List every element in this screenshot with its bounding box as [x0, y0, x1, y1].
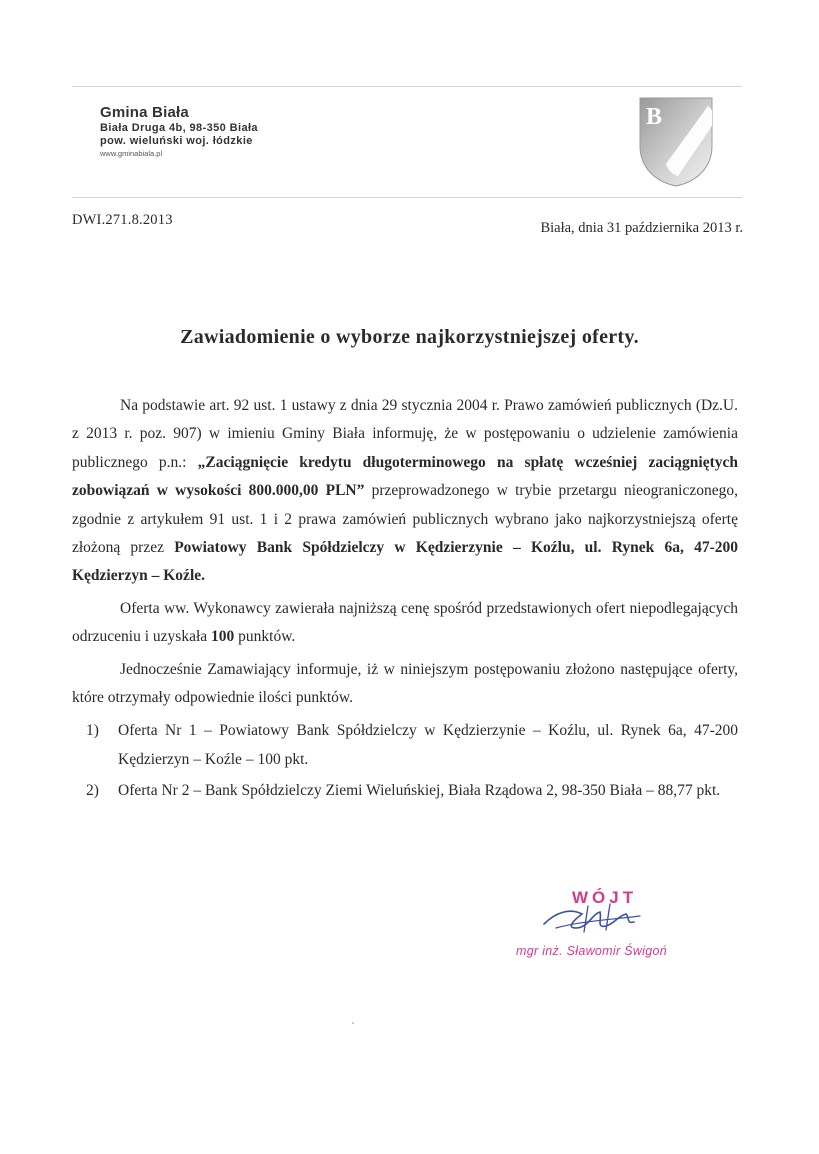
points-value: 100 — [211, 628, 235, 646]
paragraph-text: punktów. — [234, 628, 296, 646]
document-title: Zawiadomienie o wyborze najkorzystniejszej oferty. — [180, 326, 639, 348]
scan-speck — [352, 1022, 354, 1024]
header-top-rule — [72, 86, 742, 87]
reference-number: DWI.271.8.2013 — [72, 212, 173, 228]
paragraph-decision — [72, 392, 738, 591]
list-item — [72, 716, 738, 774]
paragraph-text: przeprowadzonego w trybie przetargu nieograniczonego, zgodnie z artykułem 91 ust. 1 i 2 prawa zamówień publicznych wybrano jako najkorzystniejszą ofertę złożoną przez — [72, 482, 738, 557]
paragraph-justification — [72, 595, 738, 652]
winning-bidder: Powiatowy Bank Spółdzielczy w Kędzierzynie – Koźlu, ul. Rynek 6a, 47-200 Kędzierzyn – Koźle. — [72, 539, 738, 585]
paragraph-text: Na podstawie art. 92 ust. 1 ustawy z dnia 29 stycznia 2004 r. Prawo zamówień publicznych (Dz.U. z 2013 r. poz. 907) w imieniu Gminy Biała informuję, że w postępowaniu o udzielenie zamówienia publicznego p.n.: — [72, 397, 738, 471]
list-number: 2) — [86, 782, 99, 800]
list-number: 1) — [86, 722, 99, 740]
signature-title: WÓJT — [572, 888, 638, 907]
letterhead-address: Biała Druga 4b, 98-350 Biała — [100, 122, 258, 134]
crest-letter: B — [646, 104, 663, 130]
letterhead-name: Gmina Biała — [100, 104, 189, 121]
list-item — [72, 776, 738, 805]
offers-list — [72, 716, 738, 805]
offer-text: Oferta Nr 1 – Powiatowy Bank Spółdzielczy w Kędzierzynie – Koźlu, ul. Rynek 6a, 47-200 Kędzierzyn – Koźle – 100 pkt. — [118, 722, 738, 769]
offer-text: Oferta Nr 2 – Bank Spółdzielczy Ziemi Wieluńskiej, Biała Rządowa 2, 98-350 Biała – 88,77 pkt. — [118, 782, 721, 800]
handwritten-signature-icon — [536, 898, 646, 938]
letter-body — [72, 392, 738, 805]
signature-block — [500, 888, 700, 968]
letter-date: Biała, dnia 31 października 2013 r. — [540, 220, 743, 236]
paragraph-offers-intro: Jednocześnie Zamawiający informuje, iż w niniejszym postępowaniu złożono następujące oferty, które otrzymały odpowiednie ilości punktów. — [72, 660, 738, 707]
coat-of-arms-icon — [638, 96, 714, 188]
signatory-name: mgr inż. Sławomir Świgoń — [516, 944, 667, 958]
letterhead-website: www.gminabiala.pl — [100, 149, 163, 158]
header-bottom-rule — [72, 197, 742, 198]
tender-name: „Zaciągnięcie kredytu długoterminowego na spłatę wcześniej zaciągniętych zobowiązań w wysokości 800.000,00 PLN” — [72, 453, 739, 500]
paragraph-text: Oferta ww. Wykonawcy zawierała najniższą cenę spośród przedstawionych ofert niepodlegających odrzuceniu i uzyskała — [72, 599, 738, 646]
letterhead — [100, 104, 258, 159]
letterhead-county: pow. wieluński woj. łódzkie — [100, 135, 253, 147]
